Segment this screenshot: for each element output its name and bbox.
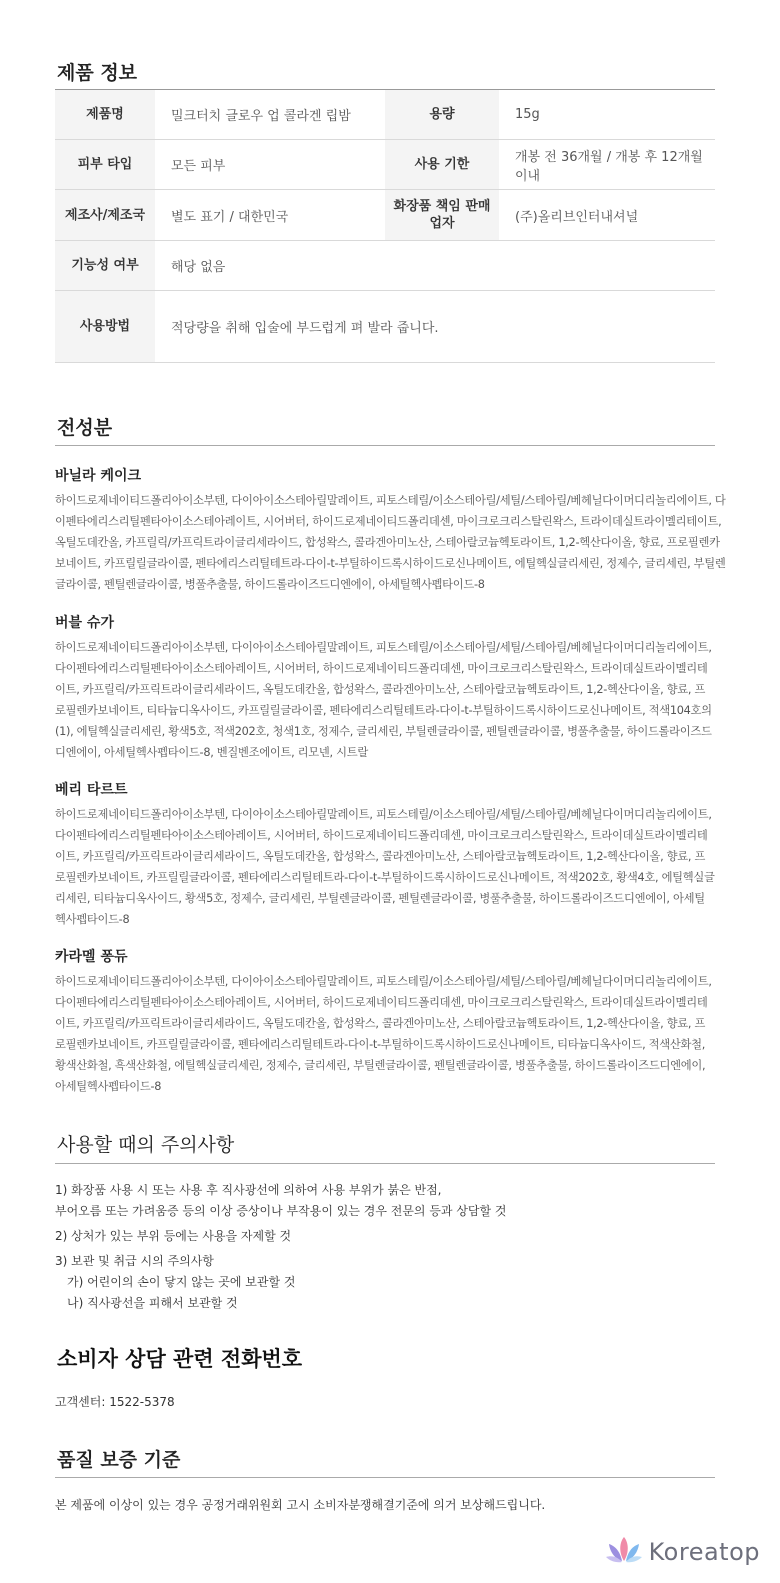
caution-line: 1) 화장품 사용 시 또는 사용 후 직사광선에 의하여 사용 부위가 붉은 반점, [55, 1183, 442, 1197]
caution-line: 2) 상처가 있는 부위 등에는 사용을 자제할 것 [55, 1229, 292, 1243]
table-row [55, 190, 715, 241]
ingredient-name: 카라멜 퐁듀 [55, 949, 128, 965]
label-manufacturer: 제조사/제조국 [55, 190, 155, 241]
table-row [55, 291, 715, 363]
value-functional: 해당 없음 [155, 241, 715, 291]
ingredient-block-bubble-sugar [55, 612, 715, 763]
value-responsible-seller: (주)올리브인터내셔널 [499, 190, 715, 241]
caution-line: 가) 어린이의 손이 닿지 않는 곳에 보관할 것 [67, 1275, 296, 1289]
value-volume: 15g [499, 90, 715, 140]
table-row [55, 90, 715, 140]
label-expiry: 사용 기한 [385, 140, 499, 190]
ingredient-block-berry-tart [55, 779, 715, 930]
lotus-icon [605, 1535, 643, 1569]
table-row [55, 241, 715, 291]
ingredients-title: 전성분 [57, 417, 113, 439]
label-skin-type: 피부 타입 [55, 140, 155, 190]
ingredient-text: 하이드로제네이티드폴리아이소부텐, 다이아이소스테아릴말레이트, 피토스테릴/이소스테아릴/세틸/스테아릴/베헤닐다이머디리놀리에이트, 다이펜타에리스리틸펜타아이소스테아레이트, 시어버터, 하이드로제네이티드폴리데센, 마이크로크리스탈린왁스, 트라이데실트라이멜리테이트, 옥틸도데칸올, 카프릴릭/카프릭트라이글리세라이드, 합성왁스, 콜라겐아미노산, 스테아랄코늄헥토라이트, 1,2-헥산다이올, 향료, 프로필렌카보네이트, 카프릴릴글라이콜, 펜타에리스리틸테트라-다이-t-부틸하이드록시하이드로신나메이트, 에틸헥실글리세린, 정제수, 글리세린, 부틸렌글라이콜, 펜틸렌글라이콜, 병풀추출물, 하이드롤라이즈드디엔에이, 아세틸헥사펩타이드-8 [55, 494, 726, 591]
quality-title: 품질 보증 기준 [57, 1449, 181, 1471]
value-expiry: 개봉 전 36개월 / 개봉 후 12개월 이내 [499, 140, 715, 190]
caution-line: 나) 직사광선을 피해서 보관할 것 [67, 1296, 238, 1310]
label-responsible-seller: 화장품 책임 판매업자 [385, 190, 499, 241]
product-info-table [55, 89, 715, 363]
label-usage: 사용방법 [55, 291, 155, 363]
caution-line: 부어오름 또는 가려움증 등의 이상 증상이나 부작용이 있는 경우 전문의 등과 상담할 것 [55, 1204, 507, 1218]
ingredient-block-caramel-fondue [55, 946, 715, 1097]
ingredient-text: 하이드로제네이티드폴리아이소부텐, 다이아이소스테아릴말레이트, 피토스테릴/이소스테아릴/세틸/스테아릴/베헤닐다이머디리놀리에이트, 다이펜타에리스리틸펜타아이소스테아레이트, 시어버터, 하이드로제네이티드폴리데센, 마이크로크리스탈린왁스, 트라이데실트라이멜리테이트, 카프릴릭/카프릭트라이글리세라이드, 옥틸도데칸올, 합성왁스, 콜라겐아미노산, 스테아랄코늄헥토라이트, 1,2-헥산다이올, 향료, 프로필렌카보네이트, 카프릴릴글라이콜, 펜타에리스리틸테트라-다이-t-부틸하이드록시하이드로신나메이트, 적색202호, 황색4호, 에틸헥실글리세린, 티타늄디옥사이드, 황색5호, 정제수, 글리세린, 부틸렌글라이콜, 펜틸렌글라이콜, 병풀추출물, 하이드롤라이즈드디엔에이, 아세틸헥사펩타이드-8 [55, 808, 715, 926]
cautions-list [55, 1180, 715, 1314]
ingredient-name: 베리 타르트 [55, 782, 128, 798]
logo-text: Koreatop [648, 1538, 760, 1566]
value-product-name: 밀크터치 글로우 업 콜라겐 립밤 [155, 90, 385, 140]
value-skin-type: 모든 피부 [155, 140, 385, 190]
ingredient-block-vanilla-cake [55, 465, 726, 595]
koreatop-logo [605, 1535, 760, 1569]
caution-line: 3) 보관 및 취급 시의 주의사항 [55, 1254, 214, 1268]
quality-text: 본 제품에 이상이 있는 경우 공정거래위원회 고시 소비자분쟁해결기준에 의거 보상해드립니다. [55, 1498, 546, 1512]
ingredient-name: 바닐라 케이크 [55, 468, 142, 484]
table-row [55, 140, 715, 190]
ingredient-text: 하이드로제네이티드폴리아이소부텐, 다이아이소스테아릴말레이트, 피토스테릴/이소스테아릴/세틸/스테아릴/베헤닐다이머디리놀리에이트, 다이펜타에리스리틸펜타아이소스테아레이트, 시어버터, 하이드로제네이티드폴리데센, 마이크로크리스탈린왁스, 트라이데실트라이멜리테이트, 카프릴릭/카프릭트라이글리세라이드, 옥틸도데칸올, 합성왁스, 콜라겐아미노산, 스테아랄코늄헥토라이트, 1,2-헥산다이올, 향료, 프로필렌카보네이트, 카프릴릴글라이콜, 펜타에리스리틸테트라-다이-t-부틸하이드록시하이드로신나메이트, 티타늄디옥사이드, 적색산화철, 황색산화철, 흑색산화철, 에틸헥실글리세린, 정제수, 글리세린, 부틸렌글라이콜, 펜틸렌글라이콜, 병풀추출물, 하이드롤라이즈드디엔에이, 아세틸헥사펩타이드-8 [55, 975, 712, 1093]
divider [55, 1477, 715, 1478]
divider [55, 445, 715, 446]
cautions-title: 사용할 때의 주의사항 [57, 1134, 235, 1156]
value-manufacturer: 별도 표기 / 대한민국 [155, 190, 385, 241]
product-info-title: 제품 정보 [57, 62, 138, 84]
consumer-title: 소비자 상담 관련 전화번호 [57, 1347, 303, 1371]
ingredient-text: 하이드로제네이티드폴리아이소부텐, 다이아이소스테아릴말레이트, 피토스테릴/이소스테아릴/세틸/스테아릴/베헤닐다이머디리놀리에이트, 다이펜타에리스리틸펜타아이소스테아레이트, 시어버터, 하이드로제네이티드폴리데센, 마이크로크리스탈린왁스, 트라이데실트라이멜리테이트, 카프릴릭/카프릭트라이글리세라이드, 옥틸도데칸올, 합성왁스, 콜라겐아미노산, 스테아랄코늄헥토라이트, 1,2-헥산다이올, 향료, 프로필렌카보네이트, 티타늄디옥사이드, 카프릴릴글라이콜, 펜타에리스리틸테트라-다이-t-부틸하이드록시하이드로신나메이트, 적색104호의(1), 에틸헥실글리세린, 황색5호, 적색202호, 청색1호, 정제수, 글리세린, 부틸렌글라이콜, 펜틸렌글라이콜, 병풀추출물, 하이드롤라이즈드디엔에이, 아세틸헥사펩타이드-8, 벤질벤조에이트, 리모넨, 시트랄 [55, 641, 712, 759]
ingredient-name: 버블 슈가 [55, 615, 114, 631]
label-functional: 기능성 여부 [55, 241, 155, 291]
label-product-name: 제품명 [55, 90, 155, 140]
label-volume: 용량 [385, 90, 499, 140]
divider [55, 1163, 715, 1164]
consumer-phone: 고객센터: 1522-5378 [55, 1395, 175, 1409]
value-usage: 적당량을 취해 입술에 부드럽게 펴 발라 줍니다. [155, 291, 715, 363]
